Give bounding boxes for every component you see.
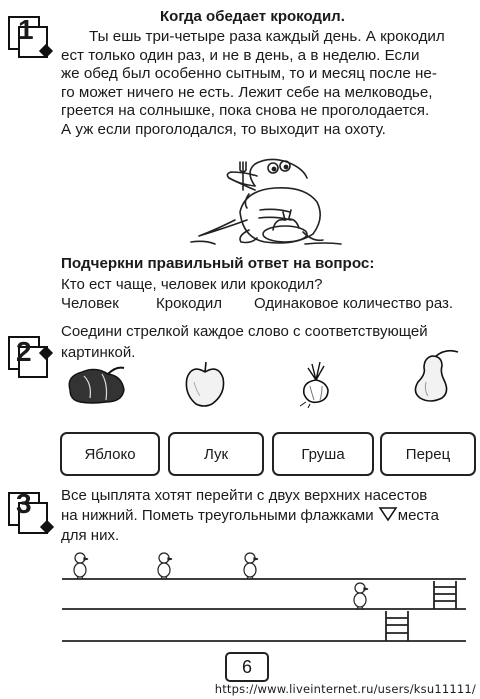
apple-picture[interactable] bbox=[182, 360, 228, 408]
triangle-flag-icon bbox=[378, 506, 398, 522]
story-text bbox=[61, 28, 471, 140]
answer-option-person[interactable]: Человек bbox=[61, 295, 119, 312]
story-line: Ты ешь три-четыре раза каждый день. А крокодил bbox=[89, 28, 445, 45]
source-url[interactable]: https://www.liveinternet.ru/users/ksu11111/ bbox=[214, 682, 476, 696]
story-line: же обед был особенно сытным, то и месяц после не- bbox=[61, 65, 437, 83]
chick bbox=[74, 553, 88, 579]
onion-picture[interactable] bbox=[292, 360, 340, 408]
story-line: го может ничего не есть. Лежит себе на мелководье, bbox=[61, 83, 433, 101]
answer-option-equal[interactable]: Одинаковое количество раз. bbox=[254, 295, 454, 312]
pepper-picture[interactable] bbox=[62, 362, 134, 406]
ladder-middle bbox=[386, 611, 408, 641]
task2-instruction: Соедини стрелкой каждое слово с соответствующей bbox=[61, 323, 428, 340]
word-box-onion[interactable]: Лук bbox=[168, 432, 264, 476]
story-line: А уж если проголодался, то выходит на охоту. bbox=[61, 120, 386, 138]
task3-instruction-cont bbox=[61, 506, 439, 525]
crocodile-illustration bbox=[185, 150, 345, 250]
task-number-badge-1 bbox=[8, 10, 54, 60]
word-box-pear[interactable]: Груша bbox=[272, 432, 374, 476]
word-box-pepper[interactable]: Перец bbox=[380, 432, 476, 476]
task3-instruction: Все цыплята хотят перейти с двух верхних насестов bbox=[61, 487, 428, 504]
task-number: 1 bbox=[18, 14, 34, 45]
task-number-badge-2 bbox=[8, 330, 54, 380]
chick bbox=[244, 553, 258, 579]
task3-instruction-end: для них. bbox=[61, 527, 120, 544]
page-number: 6 bbox=[225, 652, 269, 682]
answer-option-crocodile[interactable]: Крокодил bbox=[156, 295, 223, 312]
chick bbox=[354, 583, 368, 609]
perches-diagram bbox=[56, 545, 476, 650]
task-number: 2 bbox=[16, 336, 32, 367]
pear-picture[interactable] bbox=[406, 348, 466, 404]
story-line: ест только один раз, и не в день, а в неделю. Если bbox=[61, 46, 420, 64]
task3-text: места bbox=[397, 507, 439, 524]
story-line: греется на солнышке, пока снова не проголодается. bbox=[61, 102, 430, 120]
ladder-right bbox=[434, 581, 456, 609]
question-text: Кто ест чаще, человек или крокодил? bbox=[61, 276, 323, 293]
story-title: Когда обедает крокодил. bbox=[160, 8, 345, 25]
task-number: 3 bbox=[16, 488, 32, 519]
word-box-apple[interactable]: Яблоко bbox=[60, 432, 160, 476]
chick bbox=[158, 553, 172, 579]
task3-text: на нижний. Пометь треугольными флажками bbox=[61, 507, 374, 524]
task2-instruction-cont: картинкой. bbox=[61, 344, 136, 361]
question-title: Подчеркни правильный ответ на вопрос: bbox=[61, 255, 375, 272]
task-number-badge-3 bbox=[8, 484, 54, 534]
